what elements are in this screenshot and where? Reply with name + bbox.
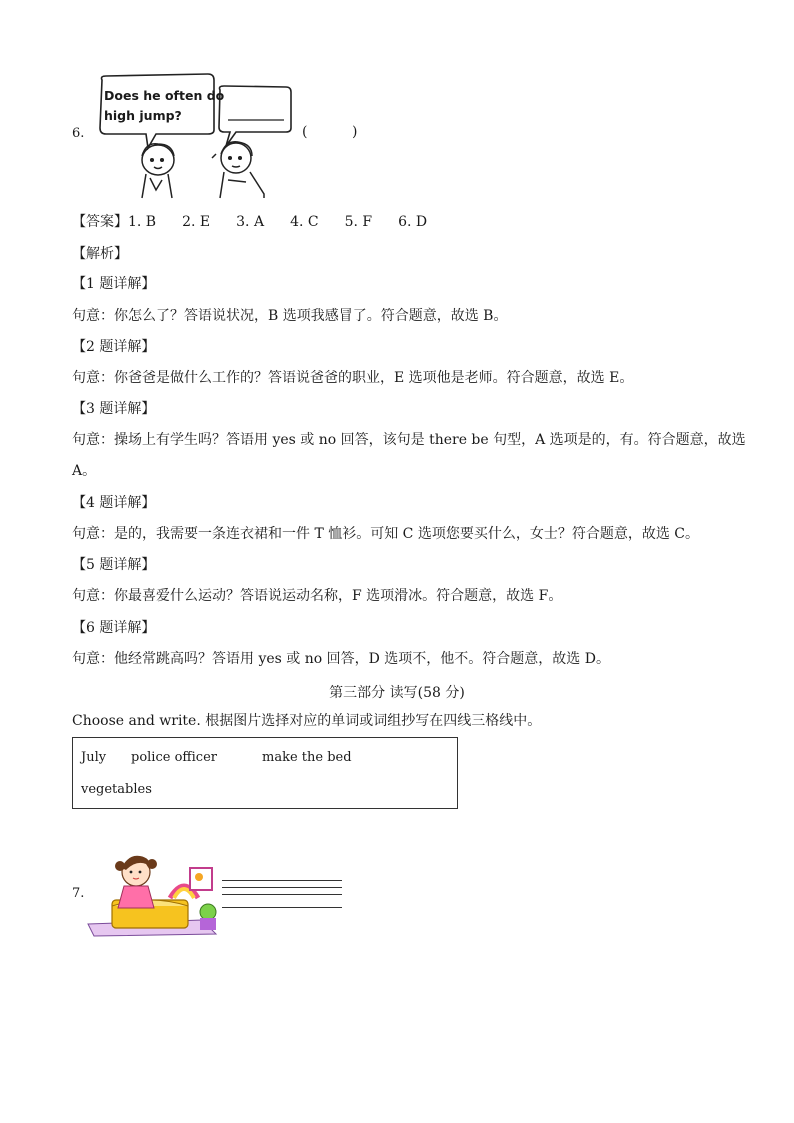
answer-item: 3. A <box>236 214 265 230</box>
speech-bubble-right <box>219 86 291 146</box>
detail-heading-6: 【6 题详解】 <box>72 620 156 636</box>
bubble-question-line-2: high jump? <box>104 108 182 123</box>
writing-line-2 <box>222 887 342 888</box>
writing-line-1 <box>222 880 342 881</box>
answer-bracket: ( ) <box>302 124 358 140</box>
detail-text-2: 句意：你爸爸是做什么工作的？答语说爸爸的职业，E 选项他是老师。符合题意，故选 E。 <box>72 370 634 386</box>
answer-item: 4. C <box>290 214 319 230</box>
girl-making-bed-illustration <box>84 850 220 938</box>
question-number-7: 7. <box>72 886 85 901</box>
answer-item: 5. F <box>344 214 373 230</box>
detail-text-4: 句意：是的，我需要一条连衣裙和一件 T 恤衫。可知 C 选项您要买什么，女士？符合题意，故选 C。 <box>72 526 700 542</box>
question-number-6: 6. <box>72 126 85 141</box>
detail-heading-1: 【1 题详解】 <box>72 276 156 292</box>
detail-heading-5: 【5 题详解】 <box>72 557 156 573</box>
detail-text-5: 句意：你最喜爱什么运动？答语说运动名称，F 选项滑冰。符合题意，故选 F。 <box>72 588 563 604</box>
writing-line-4 <box>222 907 342 908</box>
answer-item: 6. D <box>398 214 428 230</box>
bubble-question-line-1: Does he often do <box>104 88 225 103</box>
word-box <box>72 737 458 809</box>
detail-heading-2: 【2 题详解】 <box>72 339 156 355</box>
writing-line-3 <box>222 894 342 895</box>
detail-heading-4: 【4 题详解】 <box>72 495 156 511</box>
word-option: police officer <box>131 750 217 765</box>
detail-text-3-continued: A。 <box>72 463 97 479</box>
answer-line <box>72 212 453 232</box>
word-option: vegetables <box>81 782 152 797</box>
analysis-label: 【解析】 <box>72 246 128 262</box>
answer-label: 【答案】 <box>72 214 128 230</box>
boy-figure <box>212 142 264 198</box>
word-option: July <box>81 750 107 765</box>
answer-item: 2. E <box>182 214 211 230</box>
detail-text-6: 句意：他经常跳高吗？答语用 yes 或 no 回答，D 选项不，他不。符合题意，故选 D。 <box>72 651 610 667</box>
detail-text-1: 句意：你怎么了？答语说状况，B 选项我感冒了。符合题意，故选 B。 <box>72 308 508 324</box>
word-option: make the bed <box>262 750 352 765</box>
answer-item: 1. B <box>128 214 157 230</box>
section-title: 第三部分 读写(58 分) <box>329 685 465 701</box>
girl-figure <box>142 144 174 198</box>
detail-text-3: 句意：操场上有学生吗？答语用 yes 或 no 回答，该句是 there be 句型，A 选项是的，有。符合题意，故选 <box>72 432 746 448</box>
instruction-text: Choose and write. 根据图片选择对应的单词或词组抄写在四线三格线中。 <box>72 713 542 729</box>
detail-heading-3: 【3 题详解】 <box>72 401 156 417</box>
